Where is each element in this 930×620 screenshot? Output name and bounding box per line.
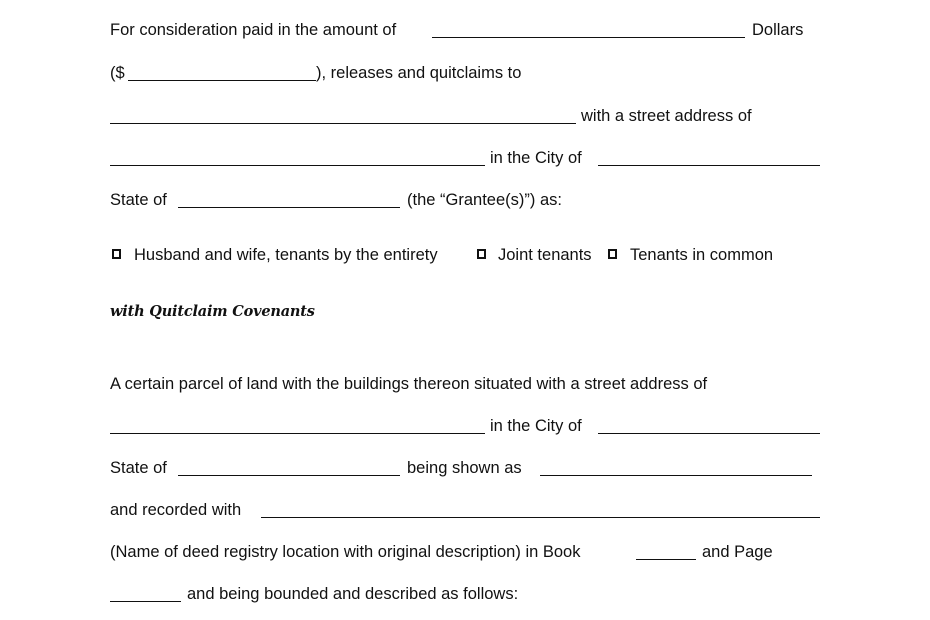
street-address-label: with a street address of	[581, 107, 752, 125]
book-page-line	[110, 541, 830, 563]
property-city-field[interactable]	[598, 433, 820, 434]
property-state-label: State of	[110, 459, 167, 477]
recorded-with-line	[110, 499, 830, 521]
deed-registry-field[interactable]	[261, 517, 820, 518]
plan-reference-field[interactable]	[540, 475, 812, 476]
state-label: State of	[110, 191, 167, 209]
checkbox-tenants-in-common[interactable]	[608, 249, 617, 259]
city-label: in the City of	[490, 149, 582, 167]
option-husband-wife-label: Husband and wife, tenants by the entirety	[134, 246, 438, 264]
consideration-amount-words-field[interactable]	[432, 37, 745, 38]
consideration-text: For consideration paid in the amount of	[110, 21, 397, 39]
option-joint-tenants-label: Joint tenants	[498, 246, 592, 264]
covenants-heading: with Quitclaim Covenants	[110, 303, 315, 320]
property-state-field[interactable]	[178, 475, 400, 476]
property-city-label: in the City of	[490, 417, 582, 435]
consideration-amount-numeric-field[interactable]	[128, 80, 316, 81]
property-state-line	[110, 457, 830, 479]
grantee-state-field[interactable]	[178, 207, 400, 208]
parcel-description-line	[110, 373, 830, 395]
consideration-line	[110, 19, 830, 41]
registry-description-text: (Name of deed registry location with original description) in Book	[110, 543, 581, 561]
bounded-described-line	[110, 583, 830, 605]
grantee-label: (the “Grantee(s)”) as:	[407, 191, 562, 209]
shown-as-label: being shown as	[407, 459, 522, 477]
and-page-label: and Page	[702, 543, 773, 561]
grantee-name-line	[110, 105, 830, 127]
grantee-street-address-field[interactable]	[110, 165, 485, 166]
option-tenants-in-common-label: Tenants in common	[630, 246, 774, 264]
dollar-sign-prefix: ($	[110, 64, 125, 82]
parcel-description-text: A certain parcel of land with the buildings thereon situated with a street address of	[110, 375, 708, 393]
grantee-city-field[interactable]	[598, 165, 820, 166]
grantee-state-line	[110, 189, 830, 211]
releases-quitclaims-text: ), releases and quitclaims to	[316, 64, 522, 82]
property-address-line	[110, 415, 830, 437]
book-number-field[interactable]	[636, 559, 696, 560]
checkbox-joint-tenants[interactable]	[477, 249, 486, 259]
property-street-address-field[interactable]	[110, 433, 485, 434]
grantee-name-field[interactable]	[110, 123, 576, 124]
bounded-described-text: and being bounded and described as follows:	[187, 585, 519, 603]
checkbox-husband-wife[interactable]	[112, 249, 121, 259]
grantee-address-line	[110, 147, 830, 169]
dollars-label: Dollars	[752, 21, 804, 39]
recorded-with-label: and recorded with	[110, 501, 242, 519]
consideration-numeric-line	[110, 62, 830, 84]
page-number-field[interactable]	[110, 601, 181, 602]
tenancy-options	[110, 244, 830, 266]
